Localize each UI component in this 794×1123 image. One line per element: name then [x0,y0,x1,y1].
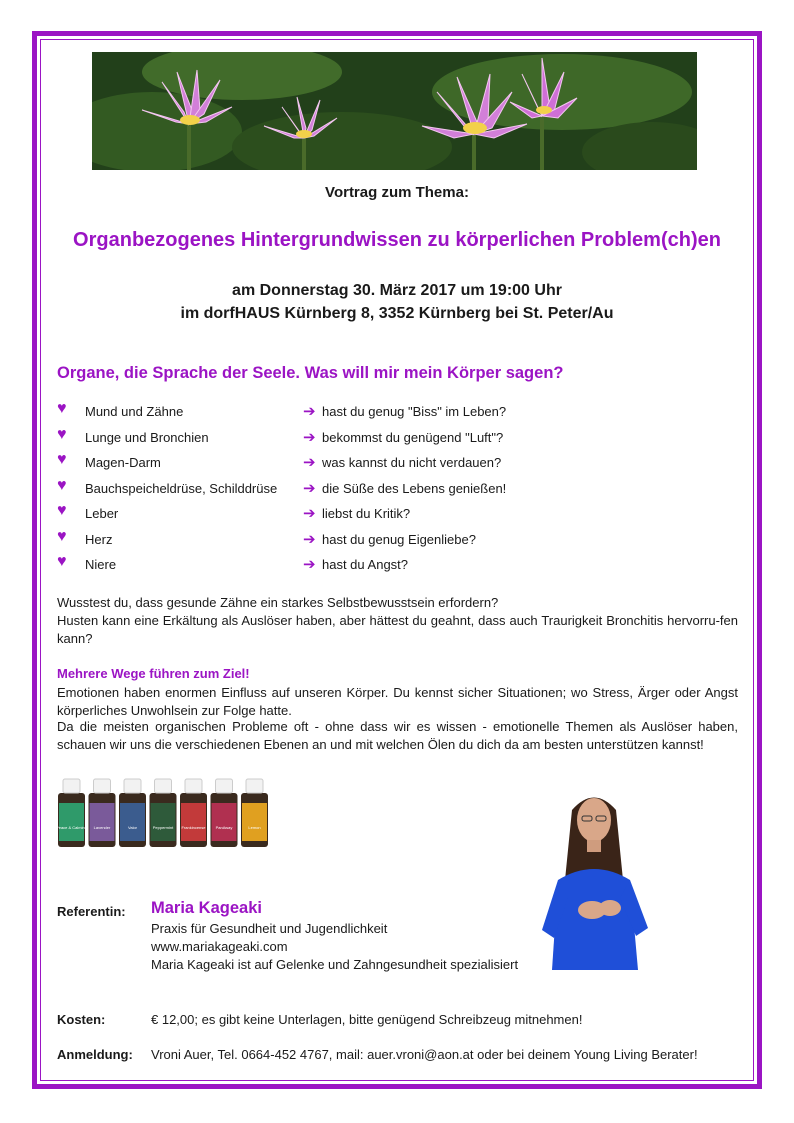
oil-bottle [241,779,268,847]
arrow-right-icon: ➔ [303,428,316,446]
event-location: im dorfHAUS Kürnberg 8, 3352 Kürnberg bei St. Peter/Au [180,305,614,322]
registration-label: Anmeldung: [57,1047,133,1062]
referent-practice: Praxis für Gesundheit und Jugendlichkeit [151,921,388,936]
oil-bottle-label: Frankincense [181,825,206,830]
oil-bottle-label: Valor [127,825,138,830]
organ-question: die Süße des Lebens genießen! [322,480,507,496]
oil-bottle-label: Lemon [248,825,261,830]
arrow-right-icon: ➔ [303,479,316,497]
list-item [57,402,747,428]
list-item [57,504,747,530]
referent-specialty: Maria Kageaki ist auf Gelenke und Zahngesundheit spezialisiert [151,957,519,972]
registration-text: Vroni Auer, Tel. 0664-452 4767, mail: auer.vroni@aon.at oder bei deinem Young Living Berater! [151,1047,698,1062]
paragraph-emotions: Emotionen haben enormen Einfluss auf unseren Körper. Du kennst sicher Situationen; wo Stress, Ärger oder Angst körperliches Unwohlsein zur Folge hatte. [57,685,738,718]
organ-name: Niere [85,557,117,572]
organ-question: was kannst du nicht verdauen? [322,455,502,470]
organ-question: hast du genug "Biss" im Leben? [322,404,507,419]
list-item [57,476,747,505]
oil-bottle [180,779,207,847]
speaker-portrait-image [524,780,664,970]
heart-icon: ♥ [57,502,67,519]
paragraph-teeth: Wusstest du, dass gesunde Zähne ein starkes Selbstbewusstsein erfordern? [57,595,499,610]
essential-oil-bottles-image [57,777,269,849]
oil-bottle [211,779,238,847]
cost-text: € 12,00; es gibt keine Unterlagen, bitte genügend Schreibzeug mitnehmen! [151,1012,583,1027]
referent-label: Referentin: [57,904,126,919]
list-item [57,453,747,479]
organ-question: liebst du Kritik? [322,506,411,521]
oil-bottle-label: PanAway [215,825,233,830]
heart-icon: ♥ [57,527,67,545]
paragraph-cough: Husten kann eine Erkältung als Auslöser haben, aber hättest du geahnt, dass auch Traurigkeit Bronchitis hervorru-fen kann? [57,613,738,646]
water-lily-banner-image [92,52,697,170]
arrow-right-icon: ➔ [303,403,316,420]
referent-website: www.mariakageaki.com [151,939,288,954]
organ-list [57,402,747,581]
arrow-right-icon: ➔ [303,556,316,573]
organ-name: Bauchspeicheldrüse, Schilddrüse [85,480,278,496]
organ-name: Mund und Zähne [85,404,184,419]
heart-icon: ♥ [57,476,67,494]
heart-icon: ♥ [57,553,67,570]
subtitle: Vortrag zum Thema: [325,184,469,201]
organ-question: hast du genug Eigenliebe? [322,531,476,547]
arrow-right-icon: ➔ [303,530,316,548]
organ-question: bekommst du genügend "Luft"? [322,429,504,445]
event-date: am Donnerstag 30. März 2017 um 19:00 Uhr [232,282,562,299]
oil-bottle-label: Peppermint [152,825,174,830]
paragraph-oils: Da die meisten organischen Probleme oft - ohne dass wir es wissen - emotionelle Themen als Auslöser haben, schauen wir uns die verschiedenen Ebenen an und mit welchen Ölen du dich da am besten unterstützen kannst! [57,719,738,752]
oil-bottle [119,779,146,847]
organ-name: Leber [85,506,119,521]
organ-name: Magen-Darm [85,455,161,470]
oil-bottle-label: Peace & Calming [57,825,87,830]
heart-icon: ♥ [57,425,67,443]
subheading-ways: Mehrere Wege führen zum Ziel! [57,666,250,681]
heart-icon: ♥ [57,451,67,468]
organ-name: Herz [85,531,113,547]
heart-icon: ♥ [57,400,67,417]
oil-bottle-label: Lavender [93,825,111,830]
page-title: Organbezogenes Hintergrundwissen zu körperlichen Problem(ch)en [73,229,721,251]
organ-question: hast du Angst? [322,557,409,572]
organ-name: Lunge und Bronchien [85,429,209,445]
arrow-right-icon: ➔ [303,454,316,471]
arrow-right-icon: ➔ [303,505,316,522]
list-item [57,527,747,556]
oil-bottle [150,779,177,847]
oil-bottle [89,779,116,847]
list-item [57,425,747,454]
section-heading: Organe, die Sprache der Seele. Was will mir mein Körper sagen? [57,364,564,382]
list-item [57,555,747,581]
referent-name: Maria Kageaki [151,899,262,917]
cost-label: Kosten: [57,1012,106,1027]
oil-bottle [57,779,87,847]
